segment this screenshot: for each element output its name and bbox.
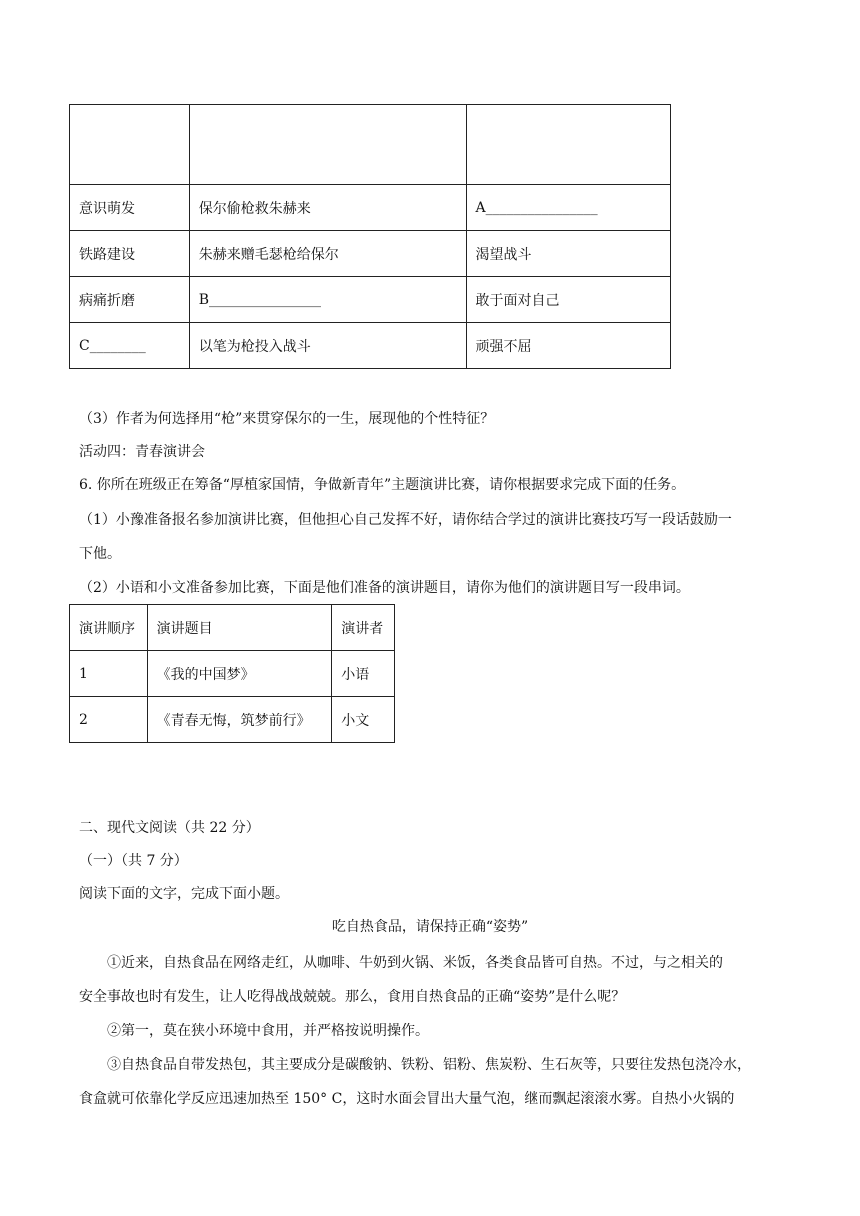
table-cell: A________________ [466,185,670,231]
section-2-heading: 二、现代文阅读（共 22 分） [79,820,260,836]
table-cell: 病痛折磨 [70,277,190,323]
table-cell: B________________ [189,277,466,323]
table-cell: C________ [70,323,190,369]
speech-schedule-table [69,604,395,743]
table-cell [70,105,190,185]
table-cell: 保尔偷枪救朱赫来 [189,185,466,231]
table-row [70,323,671,369]
table-cell: 渴望战斗 [466,231,670,277]
table-cell: 以笔为枪投入战斗 [189,323,466,369]
table-header-cell: 演讲顺序 [70,605,148,651]
table-cell [189,105,466,185]
paragraph-1-line2: 安全事故也时有发生，让人吃得战战兢兢。那么，食用自热食品的正确“姿势”是什么呢？ [79,989,626,1005]
table-header-cell: 演讲题目 [147,605,332,651]
table-cell: 敢于面对自己 [466,277,670,323]
table-row [70,185,671,231]
table-cell: 铁路建设 [70,231,190,277]
question-6-1-line2: 下他。 [79,546,121,562]
part-1-heading: （一）（共 7 分） [79,853,188,869]
table-cell: 顽强不屈 [466,323,670,369]
table-row [70,277,671,323]
table-cell: 2 [70,697,148,743]
table-cell: 朱赫来赠毛瑟枪给保尔 [189,231,466,277]
table-cell: 《我的中国梦》 [147,651,332,697]
table-header-row [70,605,395,651]
table-cell: 小语 [332,651,395,697]
table-cell: 《青春无悔，筑梦前行》 [147,697,332,743]
table-cell: 小文 [332,697,395,743]
question-6: 6. 你所在班级正在筹备“厚植家国情，争做新青年”主题演讲比赛，请你根据要求完成下面的任务。 [79,477,686,493]
question-3: （3）作者为何选择用“枪”来贯穿保尔的一生，展现他的个性特征？ [79,411,495,427]
character-growth-table [69,104,671,369]
table-row [70,231,671,277]
activity-4-heading: 活动四：青春演讲会 [79,444,205,460]
question-6-1-line1: （1）小豫准备报名参加演讲比赛，但他担心自己发挥不好，请你结合学过的演讲比赛技巧写一段话鼓励一 [79,512,732,528]
table-header-cell: 演讲者 [332,605,395,651]
paragraph-3-line1: ③自热食品自带发热包，其主要成分是碳酸钠、铁粉、铝粉、焦炭粉、生石灰等，只要往发热包浇冷水， [107,1057,751,1073]
table-row [70,697,395,743]
paragraph-2: ②第一，莫在狭小环境中食用，并严格按说明操作。 [107,1023,429,1039]
question-6-2: （2）小语和小文准备参加比赛，下面是他们准备的演讲题目，请你为他们的演讲题目写一段串词。 [79,580,690,596]
table-cell: 意识萌发 [70,185,190,231]
table-cell [466,105,670,185]
table-row [70,105,671,185]
paragraph-3-line2: 食盒就可依靠化学反应迅速加热至 150° C，这时水面会冒出大量气泡，继而飘起滚滚水雾。自热小火锅的 [79,1091,735,1107]
reading-instruction: 阅读下面的文字，完成下面小题。 [79,886,289,902]
table-row [70,651,395,697]
table-cell: 1 [70,651,148,697]
article-title: 吃自热食品，请保持正确“姿势” [331,919,529,935]
paragraph-1-line1: ①近来，自热食品在网络走红，从咖啡、牛奶到火锅、米饭，各类食品皆可自热。不过，与之相关的 [107,955,723,971]
